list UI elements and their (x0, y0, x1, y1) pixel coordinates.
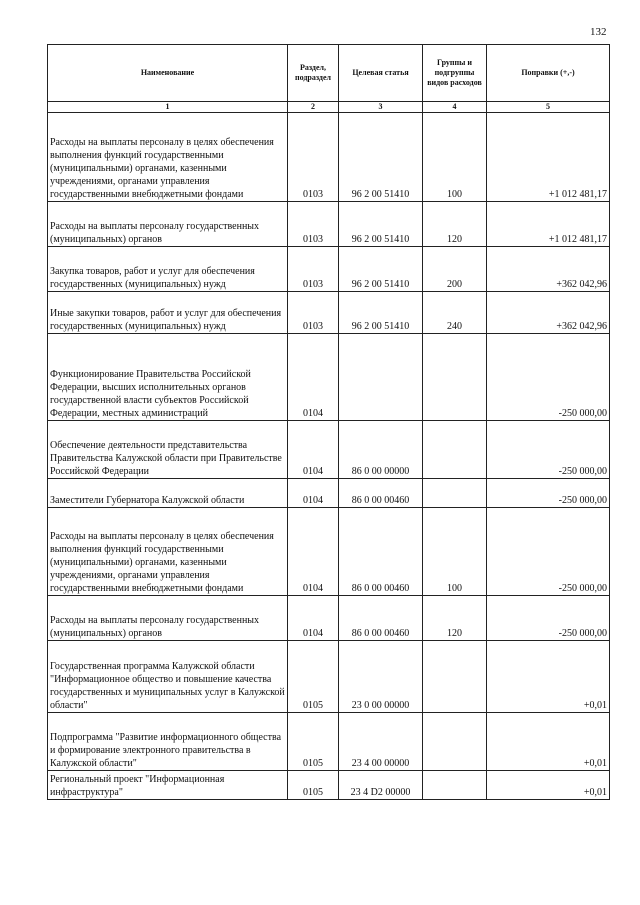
row-section: 0105 (288, 771, 339, 800)
row-amendment: -250 000,00 (487, 508, 610, 596)
table-row (48, 713, 610, 771)
row-target: 23 4 D2 00000 (339, 771, 423, 800)
row-target: 86 0 00 00000 (339, 421, 423, 479)
row-name: Обеспечение деятельности представительства Правительства Калужской области при Правительстве Российской Федерации (48, 421, 288, 479)
table-header-row (48, 45, 610, 102)
row-group: 100 (423, 113, 487, 202)
budget-amendments-table (47, 44, 610, 800)
row-amendment: +1 012 481,17 (487, 113, 610, 202)
row-section: 0103 (288, 202, 339, 247)
row-target: 96 2 00 51410 (339, 202, 423, 247)
row-name: Расходы на выплаты персоналу государственных (муниципальных) органов (48, 202, 288, 247)
table-row (48, 479, 610, 508)
row-name: Закупка товаров, работ и услуг для обеспечения государственных (муниципальных) нужд (48, 247, 288, 292)
row-section: 0104 (288, 508, 339, 596)
column-number: 4 (423, 102, 487, 113)
column-number: 3 (339, 102, 423, 113)
row-target: 96 2 00 51410 (339, 292, 423, 334)
row-section: 0105 (288, 641, 339, 713)
table-row (48, 202, 610, 247)
header-target: Целевая статья (339, 45, 423, 102)
row-amendment: +1 012 481,17 (487, 202, 610, 247)
row-amendment: +362 042,96 (487, 292, 610, 334)
row-name: Расходы на выплаты персоналу государственных (муниципальных) органов (48, 596, 288, 641)
row-section: 0104 (288, 596, 339, 641)
row-amendment: +0,01 (487, 713, 610, 771)
row-section: 0103 (288, 292, 339, 334)
row-target: 96 2 00 51410 (339, 113, 423, 202)
table-row (48, 247, 610, 292)
row-section: 0103 (288, 113, 339, 202)
row-name: Региональный проект "Информационная инфраструктура" (48, 771, 288, 800)
header-group: Группы и подгруппы видов расходов (423, 45, 487, 102)
row-target: 86 0 00 00460 (339, 596, 423, 641)
column-number: 5 (487, 102, 610, 113)
table-row (48, 292, 610, 334)
row-group: 200 (423, 247, 487, 292)
row-target: 86 0 00 00460 (339, 479, 423, 508)
column-number: 1 (48, 102, 288, 113)
row-name: Расходы на выплаты персоналу в целях обеспечения выполнения функций государственными (муниципальными) органами, казенными учреждениями, органами управления государственными внебюджетными фондами (48, 508, 288, 596)
row-name: Расходы на выплаты персоналу в целях обеспечения выполнения функций государственными (муниципальными) органами, казенными учреждениями, органами управления государственными внебюджетными фондами (48, 113, 288, 202)
row-target: 96 2 00 51410 (339, 247, 423, 292)
row-amendment: -250 000,00 (487, 596, 610, 641)
row-amendment: +362 042,96 (487, 247, 610, 292)
row-target: 86 0 00 00460 (339, 508, 423, 596)
row-target: 23 0 00 00000 (339, 641, 423, 713)
table-row (48, 334, 610, 421)
row-name: Функционирование Правительства Российской Федерации, высших исполнительных органов государственной власти субъектов Российской Федерации, местных администраций (48, 334, 288, 421)
table-row (48, 641, 610, 713)
row-group (423, 713, 487, 771)
row-name: Иные закупки товаров, работ и услуг для обеспечения государственных (муниципальных) нужд (48, 292, 288, 334)
row-group (423, 334, 487, 421)
column-number-row (48, 102, 610, 113)
row-name: Государственная программа Калужской области "Информационное общество и повышение качества государственных и муниципальных услуг в Калужской области" (48, 641, 288, 713)
column-number: 2 (288, 102, 339, 113)
row-name: Заместители Губернатора Калужской области (48, 479, 288, 508)
row-amendment: +0,01 (487, 771, 610, 800)
header-name: Наименование (48, 45, 288, 102)
table-row (48, 113, 610, 202)
header-section: Раздел, подраздел (288, 45, 339, 102)
row-target: 23 4 00 00000 (339, 713, 423, 771)
row-group (423, 641, 487, 713)
row-group: 120 (423, 202, 487, 247)
row-group: 240 (423, 292, 487, 334)
row-section: 0103 (288, 247, 339, 292)
page-number: 132 (590, 26, 607, 38)
row-name: Подпрограмма "Развитие информационного общества и формирование электронного правительства в Калужской области" (48, 713, 288, 771)
table-row (48, 421, 610, 479)
row-group: 100 (423, 508, 487, 596)
row-group (423, 421, 487, 479)
row-group: 120 (423, 596, 487, 641)
row-target (339, 334, 423, 421)
table-row (48, 508, 610, 596)
table-row (48, 596, 610, 641)
table-row (48, 771, 610, 800)
row-group (423, 479, 487, 508)
row-amendment: -250 000,00 (487, 421, 610, 479)
row-amendment: -250 000,00 (487, 334, 610, 421)
row-section: 0105 (288, 713, 339, 771)
row-section: 0104 (288, 479, 339, 508)
row-section: 0104 (288, 334, 339, 421)
row-amendment: -250 000,00 (487, 479, 610, 508)
row-section: 0104 (288, 421, 339, 479)
row-amendment: +0,01 (487, 641, 610, 713)
row-group (423, 771, 487, 800)
header-amendment: Поправки (+,-) (487, 45, 610, 102)
